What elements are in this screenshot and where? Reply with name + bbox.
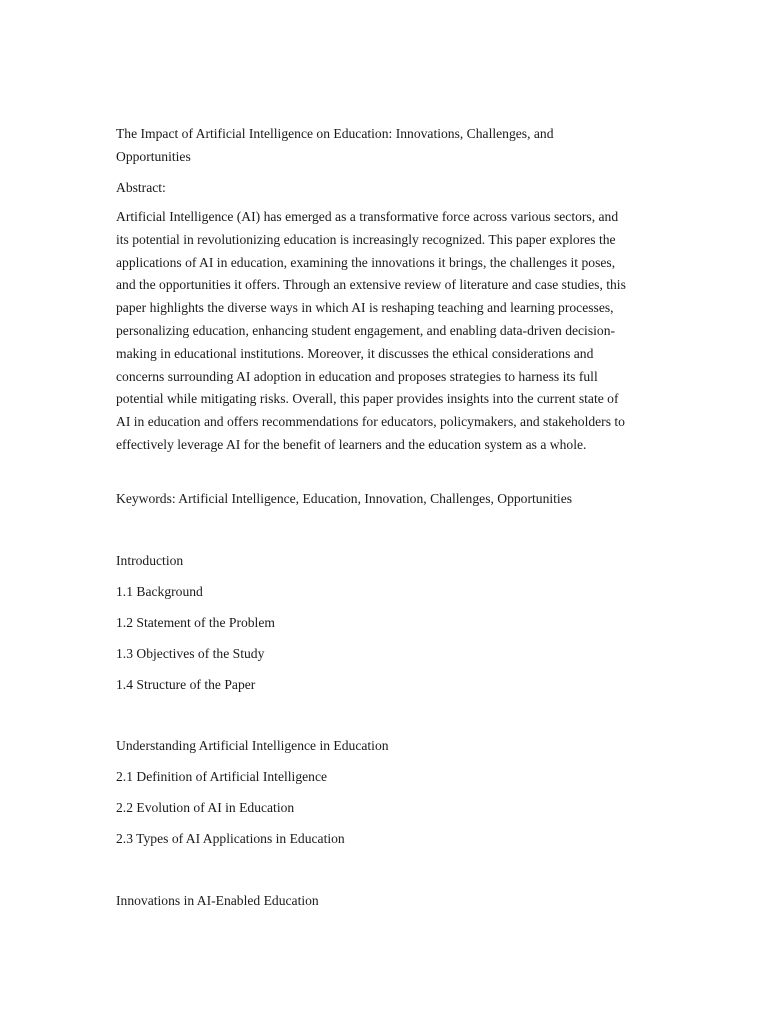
- abstract-heading: Abstract:: [116, 180, 166, 195]
- abstract-line: concerns surrounding AI adoption in education and proposes strategies to harness its full: [116, 368, 598, 384]
- section-heading-understanding-ai: Understanding Artificial Intelligence in Education: [116, 738, 389, 753]
- abstract-line: making in educational institutions. Moreover, it discusses the ethical considerations and: [116, 345, 594, 361]
- abstract-line: AI in education and offers recommendations for educators, policymakers, and stakeholders to: [116, 414, 625, 430]
- keywords-line: Keywords: Artificial Intelligence, Education, Innovation, Challenges, Opportunities: [116, 491, 573, 506]
- abstract-line: and the opportunities it offers. Through an extensive review of literature and case studies, this: [116, 277, 626, 293]
- document-title: [116, 122, 656, 168]
- section-heading-innovations: Innovations in AI-Enabled Education: [116, 893, 319, 908]
- toc-item: 1.4 Structure of the Paper: [116, 677, 256, 692]
- abstract-line: applications of AI in education, examining the innovations it brings, the challenges it poses,: [116, 254, 616, 270]
- title-line: Opportunities: [116, 149, 191, 164]
- abstract-line: effectively leverage AI for the benefit of learners and the education system as a whole.: [116, 436, 587, 452]
- toc-item: 2.1 Definition of Artificial Intelligence: [116, 769, 328, 784]
- abstract-line: its potential in revolutionizing education is increasingly recognized. This paper explores the: [116, 231, 616, 247]
- abstract-line: paper highlights the diverse ways in which AI is reshaping teaching and learning processes,: [116, 300, 614, 316]
- toc-item: 1.1 Background: [116, 584, 203, 599]
- abstract-line: personalizing education, enhancing student engagement, and enabling data-driven decision-: [116, 322, 616, 338]
- abstract-paragraph: [116, 206, 656, 457]
- abstract-line: potential while mitigating risks. Overall, this paper provides insights into the current state of: [116, 391, 619, 407]
- abstract-line: Artificial Intelligence (AI) has emerged as a transformative force across various sectors, and: [116, 209, 619, 224]
- section-heading-introduction: Introduction: [116, 553, 184, 568]
- toc-item: 1.2 Statement of the Problem: [116, 615, 275, 630]
- title-line: The Impact of Artificial Intelligence on Education: Innovations, Challenges, and: [116, 126, 554, 141]
- toc-item: 2.3 Types of AI Applications in Education: [116, 831, 345, 846]
- toc-item: 1.3 Objectives of the Study: [116, 646, 265, 661]
- toc-item: 2.2 Evolution of AI in Education: [116, 800, 295, 815]
